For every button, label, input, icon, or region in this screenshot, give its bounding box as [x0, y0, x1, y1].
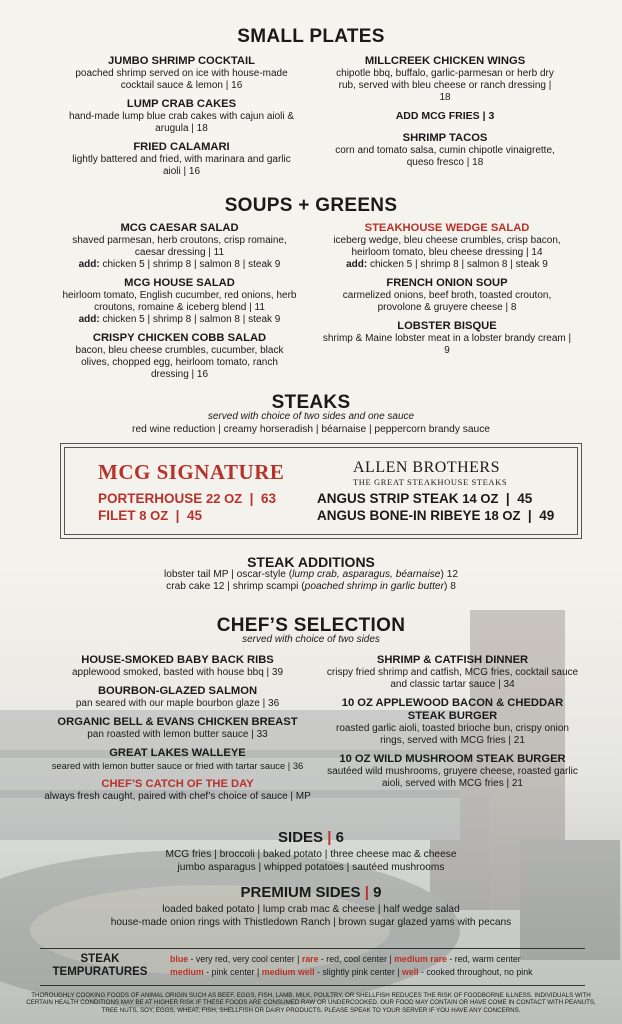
item-desc: sautéed wild mushrooms, gruyere cheese, roasted garlic aioli, served with MCG fries | 21 — [327, 766, 578, 789]
item-desc: iceberg wedge, bleu cheese crumbles, crisp bacon, heirloom tomato, bleu cheese dressing | 14 — [333, 235, 561, 258]
cut-ribeye: ANGUS BONE-IN RIBEYE 18 OZ | 49 — [317, 508, 555, 523]
steak-additions-line1: lobster tail MP | oscar-style (lump crab, asparagus, béarnaise) 12 — [163, 569, 459, 580]
premium-sides-title: PREMIUM SIDES | 9 — [240, 884, 382, 901]
premium-line1: loaded baked potato | lump crab mac & cheese | half wedge salad — [162, 904, 460, 915]
item-desc: bacon, bleu cheese crumbles, cucumber, black olives, chopped egg, heirloom tomato, ranch dressing | 16 — [75, 345, 284, 380]
allen-brothers-logo: ALLEN BROTHERS — [353, 459, 500, 476]
item-name: LUMP CRAB CAKES — [126, 98, 237, 110]
item-name: SHRIMP & CATFISH DINNER — [376, 654, 529, 666]
premium-line2: house-made onion rings with Thistledown Ranch | brown sugar glazed yams with pecans — [110, 917, 512, 928]
item-name: SHRIMP TACOS — [402, 132, 488, 144]
item-desc: poached shrimp served on ice with house-made cocktail sauce & lemon | 16 — [75, 68, 288, 91]
item-add: add: chicken 5 | shrimp 8 | salmon 8 | steak 9 — [346, 259, 548, 270]
item-name: MCG HOUSE SALAD — [124, 277, 235, 289]
small-plates-left — [64, 55, 299, 184]
item-name: MILLCREEK CHICKEN WINGS — [364, 55, 526, 67]
steak-additions-title: STEAK ADDITIONS — [247, 554, 375, 570]
temps-title: STEAK TEMPURATURES — [52, 953, 148, 978]
item-desc: shrimp & Maine lobster meat in a lobster brandy cream | 9 — [322, 333, 572, 356]
chefs-left — [40, 654, 315, 809]
item-desc: shaved parmesan, herb croutons, crisp romaine, caesar dressing | 11 — [72, 235, 287, 258]
item-name: GREAT LAKES WALLEYE — [109, 747, 246, 759]
item-name: CRISPY CHICKEN COBB SALAD — [92, 332, 267, 344]
item-name: CHEF’S CATCH OF THE DAY — [101, 778, 254, 790]
item-desc: seared with lemon butter sauce or fried with tartar sauce | 36 — [51, 760, 304, 771]
item-desc: chipotle bbq, buffalo, garlic-parmesan or herb dry rub, served with bleu cheese or ranch dressing | 18 — [336, 68, 554, 103]
chefs-selection-title: CHEF’S SELECTION — [216, 615, 406, 636]
cut-strip: ANGUS STRIP STEAK 14 OZ | 45 — [317, 491, 533, 506]
steak-additions-line2: crab cake 12 | shrimp scampi (poached shrimp in garlic butter) 8 — [166, 581, 456, 592]
temps-line2: medium - pink center | medium well - slightly pink center | well - cooked throughout, no pink — [170, 967, 533, 977]
item-name: HOUSE-SMOKED BABY BACK RIBS — [81, 654, 274, 666]
item-desc: roasted garlic aioli, toasted brioche bun, crispy onion rings, served with MCG fries | 21 — [336, 723, 569, 746]
steak-sauces: red wine reduction | creamy horseradish | béarnaise | peppercorn brandy sauce — [132, 424, 490, 435]
health-disclaimer: THOROUGHLY COOKING FOODS OF ANIMAL ORIGIN SUCH AS BEEF, EGGS, FISH, LAMB, MILK, POULTRY, OR SHELLFISH REDUCES THE RISK OF FOODBORNE ILLNESS. INDIVIDUALS WITH CERTAIN HEALTH CONDITIONS MAY BE AT HIGHER RISK IF THESE FOODS ARE CONSUMED RAW OR UNDERCOOKED. OUR FOOD MAY CONTAIN OR HAVE COME IN CONTACT WITH PEANUTS, TREE NUTS, SOY, EGGS, WHEAT, FISH, SHELLFISH OR DAIRY PRODUCTS. PLEASE SPEAK TO YOUR SERVER IF YOU HAVE ANY CONCERNS. — [26, 992, 596, 1014]
small-plates-title: SMALL PLATES — [237, 26, 385, 47]
soups-right — [322, 222, 572, 363]
steak-box — [60, 443, 582, 539]
item-desc: carmelized onions, beef broth, toasted crouton, provolone & gruyere cheese | 8 — [342, 290, 552, 313]
steaks-subtitle: served with choice of two sides and one sauce — [207, 411, 415, 422]
item-name: FRENCH ONION SOUP — [386, 277, 508, 289]
item-desc: hand-made lump blue crab cakes with cajun aioli & arugula | 18 — [68, 111, 295, 134]
sides-line2: jumbo asparagus | whipped potatoes | sautéed mushrooms — [177, 862, 445, 873]
item-add: add: chicken 5 | shrimp 8 | salmon 8 | steak 9 — [78, 259, 281, 270]
sides-title: SIDES | 6 — [278, 829, 344, 846]
item-name: MCG CAESAR SALAD — [120, 222, 239, 234]
cut-porterhouse: PORTERHOUSE 22 OZ | 63 — [98, 491, 276, 506]
item-name: LOBSTER BISQUE — [397, 320, 497, 332]
sides-line1: MCG fries | broccoli | baked potato | three cheese mac & cheese — [165, 849, 457, 860]
steaks-title: STEAKS — [271, 392, 351, 413]
item-name: ORGANIC BELL & EVANS CHICKEN BREAST — [57, 716, 298, 728]
temps-line1: blue - very red, very cool center | rare - red, cool center | medium rare - red, warm center — [170, 954, 521, 964]
item-name: STEAKHOUSE WEDGE SALAD — [364, 222, 530, 234]
steak-temperatures — [40, 948, 585, 986]
mcg-signature-heading: MCG SIGNATURE — [98, 460, 285, 484]
item-name: FRIED CALAMARI — [133, 141, 230, 153]
soups-greens-title: SOUPS + GREENS — [224, 195, 398, 216]
item-desc: crispy fried shrimp and catfish, MCG fries, cocktail sauce and classic tartar sauce | 34 — [326, 667, 579, 690]
item-desc: applewood smoked, basted with house bbq | 39 — [71, 667, 284, 678]
cut-filet: FILET 8 OZ | 45 — [98, 508, 202, 523]
item-add: add: chicken 5 | shrimp 8 | salmon 8 | steak 9 — [78, 314, 281, 325]
item-desc: always fresh caught, paired with chef’s choice of sauce | MP — [44, 791, 311, 802]
item-name: 10 OZ WILD MUSHROOM STEAK BURGER — [339, 753, 566, 765]
chefs-right — [325, 654, 580, 796]
item-desc: heirloom tomato, English cucumber, red onions, herb croutons, romaine & iceberg blend | 11 — [62, 290, 297, 313]
item-desc: lightly battered and fried, with marinara and garlic aioli | 16 — [72, 154, 291, 177]
add-fries: ADD MCG FRIES | 3 — [395, 110, 495, 122]
small-plates-right — [335, 55, 555, 175]
item-desc: pan seared with our maple bourbon glaze | 36 — [75, 698, 280, 709]
item-desc: corn and tomato salsa, cumin chipotle vinaigrette, queso fresco | 18 — [335, 145, 555, 168]
item-name: BOURBON-GLAZED SALMON — [97, 685, 258, 697]
item-desc: pan roasted with lemon butter sauce | 33 — [87, 729, 268, 740]
allen-cuts — [317, 490, 554, 524]
soups-left — [62, 222, 297, 387]
signature-cuts — [98, 490, 276, 524]
item-name: JUMBO SHRIMP COCKTAIL — [108, 55, 255, 67]
item-name: 10 OZ APPLEWOOD BACON & CHEDDAR STEAK BURGER — [341, 697, 564, 722]
allen-brothers-tagline: THE GREAT STEAKHOUSE STEAKS — [353, 477, 508, 487]
chefs-subtitle: served with choice of two sides — [242, 634, 380, 645]
